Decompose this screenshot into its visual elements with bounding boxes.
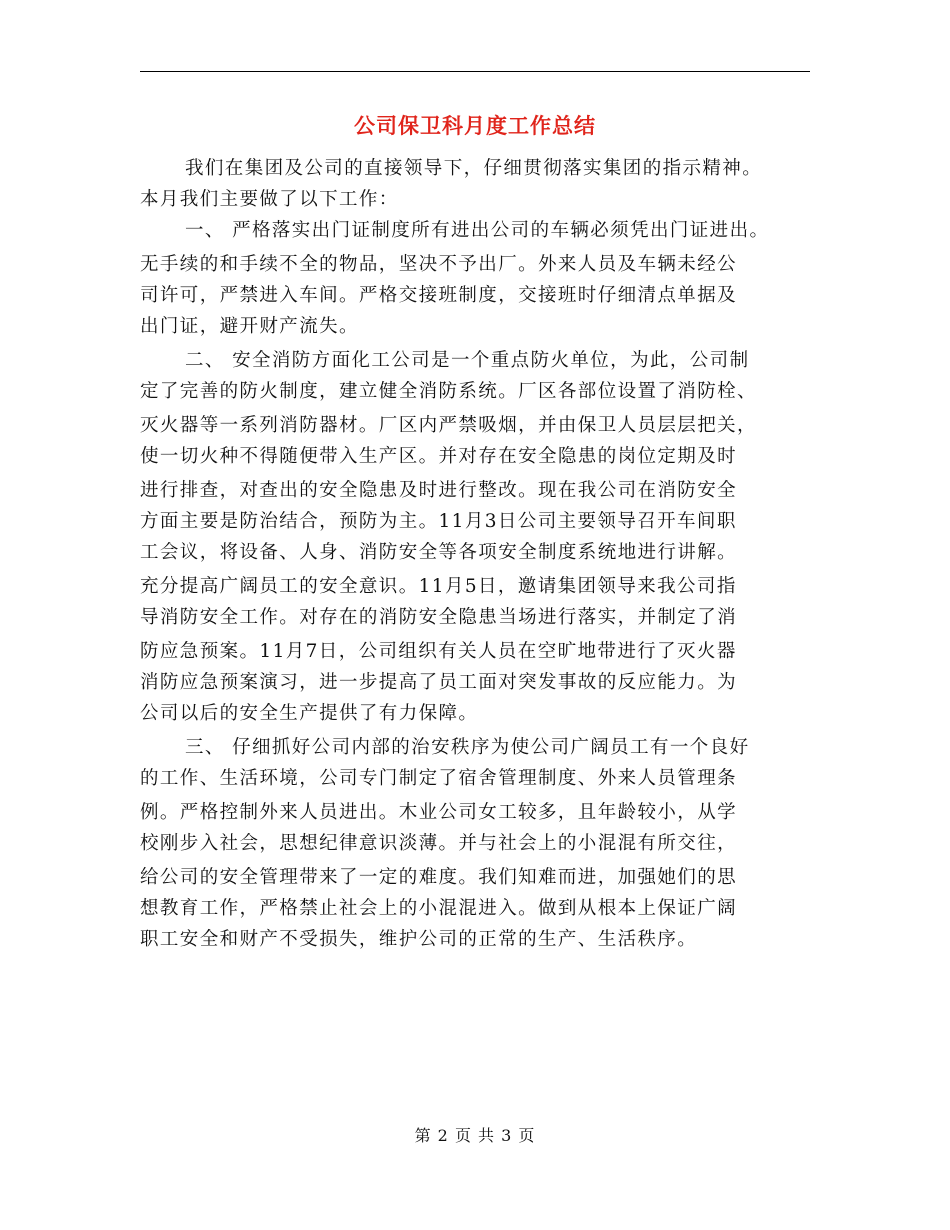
text-line: 二、 安全消防方面化工公司是一个重点防火单位，为此，公司制 — [185, 350, 750, 371]
text-line: 工会议，将设备、人身、消防安全等各项安全制度系统地进行讲解。 — [140, 542, 738, 563]
page-footer: 第 2 页 共 3 页 — [414, 1126, 536, 1145]
text-line: 消防应急预案演习，进一步提高了员工面对突发事故的反应能力。为 — [140, 672, 738, 693]
text-line: 导消防安全工作。对存在的消防安全隐患当场进行落实，并制定了消 — [140, 607, 738, 628]
text-line: 校刚步入社会，思想纪律意识淡薄。并与社会上的小混混有所交往， — [140, 833, 738, 854]
text-line: 定了完善的防火制度，建立健全消防系统。厂区各部位设置了消防栓、 — [140, 381, 757, 402]
document-title: 公司保卫科月度工作总结 — [354, 113, 596, 138]
text-line: 出门证，避开财产流失。 — [140, 316, 359, 337]
text-line: 我们在集团及公司的直接领导下，仔细贯彻落实集团的指示精神。 — [185, 158, 763, 179]
text-line: 本月我们主要做了以下工作： — [140, 189, 399, 210]
text-line: 进行排查，对查出的安全隐患及时进行整改。现在我公司在消防安全 — [140, 480, 738, 501]
text-line: 的工作、生活环境，公司专门制定了宿舍管理制度、外来人员管理条 — [140, 768, 738, 789]
text-line: 公司以后的安全生产提供了有力保障。 — [140, 703, 479, 724]
text-line: 灭火器等一系列消防器材。厂区内严禁吸烟，并由保卫人员层层把关， — [140, 415, 757, 436]
text-line: 无手续的和手续不全的物品，坚决不予出厂。外来人员及车辆未经公 — [140, 254, 738, 275]
text-line: 使一切火种不得随便带入生产区。并对存在安全隐患的岗位定期及时 — [140, 446, 738, 467]
text-line: 例。严格控制外来人员进出。木业公司女工较多，且年龄较小，从学 — [140, 802, 738, 823]
text-line: 司许可，严禁进入车间。严格交接班制度，交接班时仔细清点单据及 — [140, 285, 738, 306]
header-rule — [140, 71, 810, 72]
text-line: 防应急预案。11月7日，公司组织有关人员在空旷地带进行了灭火器 — [140, 641, 737, 662]
text-line: 充分提高广阔员工的安全意识。11月5日，邀请集团领导来我公司指 — [140, 576, 737, 597]
text-line: 一、 严格落实出门证制度所有进出公司的车辆必须凭出门证进出。 — [185, 220, 770, 241]
text-line: 方面主要是防治结合，预防为主。11月3日公司主要领导召开车间职 — [140, 511, 737, 532]
text-line: 职工安全和财产不受损失，维护公司的正常的生产、生活秩序。 — [140, 929, 698, 950]
text-line: 给公司的安全管理带来了一定的难度。我们知难而进，加强她们的思 — [140, 867, 738, 888]
text-line: 三、 仔细抓好公司内部的治安秩序为使公司广阔员工有一个良好 — [185, 737, 750, 758]
text-line: 想教育工作，严格禁止社会上的小混混进入。做到从根本上保证广阔 — [140, 898, 738, 919]
